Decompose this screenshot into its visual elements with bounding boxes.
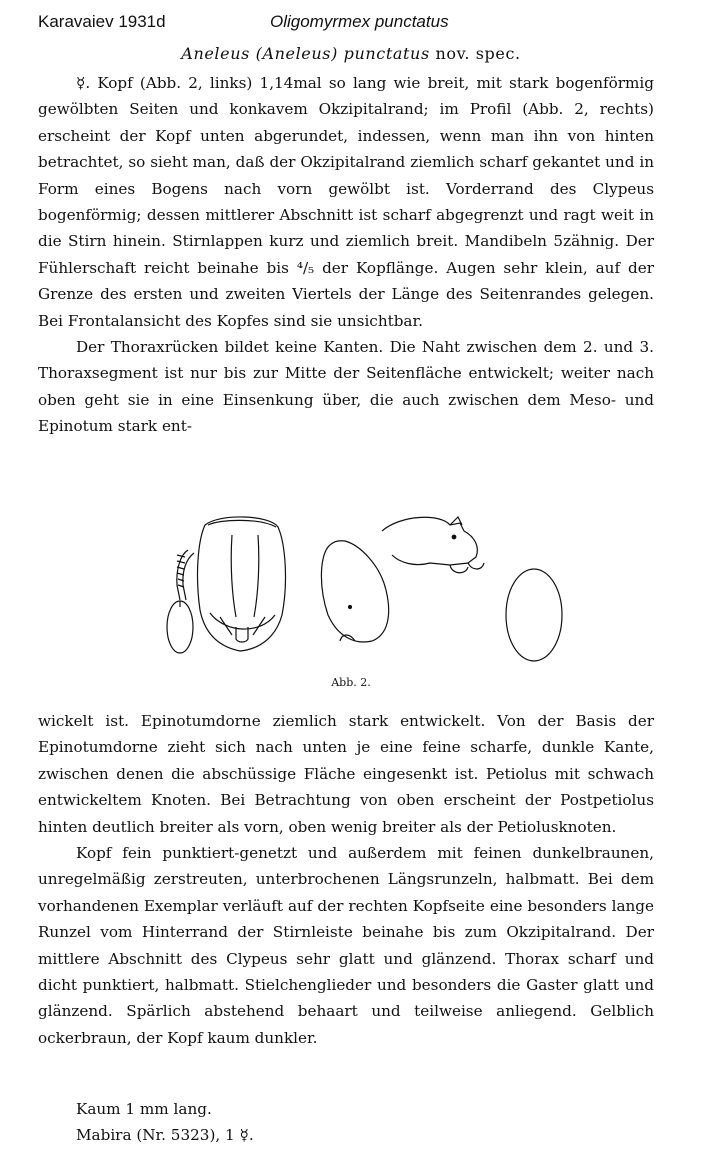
title-epithet: punctatus: [343, 44, 430, 63]
description-text-lower: [38, 708, 654, 1051]
figure-abb-2: [150, 505, 570, 665]
paragraph-sculpture-description: Kopf fein punktiert-genetzt und außerdem mit feinen dunkelbraunen, unregelmäßig zerstreuten, unterbrochenen Längsrunzeln, halbmatt. Bei dem vorhandenen Exemplar verläuft auf der rechten Kopfseite eine besonders lange Runzel vom Hinterrand der Stirnleiste beinahe bis zum Okzipitalrand. Der mittlere Abschnitt des Clypeus sehr glatt und glänzend. Thorax scharf und dicht punktiert, halbmatt. Stielchenglieder und besonders die Gaster glatt und glänzend. Spärlich abstehend behaart und teilweise anliegend. Gelblich ockerbraun, der Kopf kaum dunkler.: [38, 844, 654, 1047]
description-text-upper: [38, 70, 654, 440]
species-title: [0, 44, 702, 63]
ant-head-drawings: [150, 505, 570, 665]
page-header: [38, 12, 678, 36]
locality-line: Mabira (Nr. 5323), 1 ☿.: [76, 1126, 254, 1144]
title-subgenus: (Aneleus): [255, 44, 338, 63]
paragraph-epinotum-description: wickelt ist. Epinotumdorne ziemlich stark entwickelt. Von der Basis der Epinotumdorne zieht sich nach unten je eine feine scharfe, dunkle Kante, zwischen denen die abschüssige Fläche eingesenkt ist. Petiolus mit schwach entwickeltem Knoten. Bei Betrachtung von oben erscheint der Postpetiolus hinten deutlich breiter als vorn, oben wenig breiter als der Petiolusknoten.: [38, 712, 654, 836]
head-frontal-view-drawing: [167, 517, 285, 653]
header-species: Oligomyrmex punctatus: [270, 12, 449, 31]
title-genus: Aneleus: [181, 44, 250, 63]
figure-caption: Abb. 2.: [331, 676, 371, 689]
header-author: Karavaiev 1931d: [38, 12, 166, 31]
paragraph-head-description: ☿. Kopf (Abb. 2, links) 1,14mal so lang wie breit, mit stark bogenförmig gewölbten Seiten und konkavem Okzipitalrand; im Profil (Abb. 2, rechts) erscheint der Kopf unten abgerundet, indessen, wenn man ihn von hinten betrachtet, so sieht man, daß der Okzipitalrand ziemlich scharf gekantet und in Form eines Bogens nach vorn gewölbt ist. Vorderrand des Clypeus bogenförmig; dessen mittlerer Abschnitt ist scharf abgegrenzt und ragt weit in die Stirn hinein. Stirnlappen kurz und ziemlich breit. Mandibeln 5zähnig. Der Fühlerschaft reicht beinahe bis ⁴/₅ der Kopflänge. Augen sehr klein, auf der Grenze des ersten und zweiten Viertels der Länge des Seitenrandes gelegen. Bei Frontalansicht des Kopfes sind sie unsichtbar.: [38, 74, 654, 330]
head-profile-view-drawing: [321, 517, 562, 661]
size-line: Kaum 1 mm lang.: [76, 1100, 212, 1118]
paragraph-thorax-description: Der Thoraxrücken bildet keine Kanten. Die Naht zwischen dem 2. und 3. Thoraxsegment ist nur bis zur Mitte der Seitenfläche entwickelt; weiter nach oben geht sie in eine Einsenkung über, die auch zwischen dem Meso- und Epinotum stark ent-: [38, 338, 654, 436]
title-suffix: nov. spec.: [435, 44, 521, 63]
